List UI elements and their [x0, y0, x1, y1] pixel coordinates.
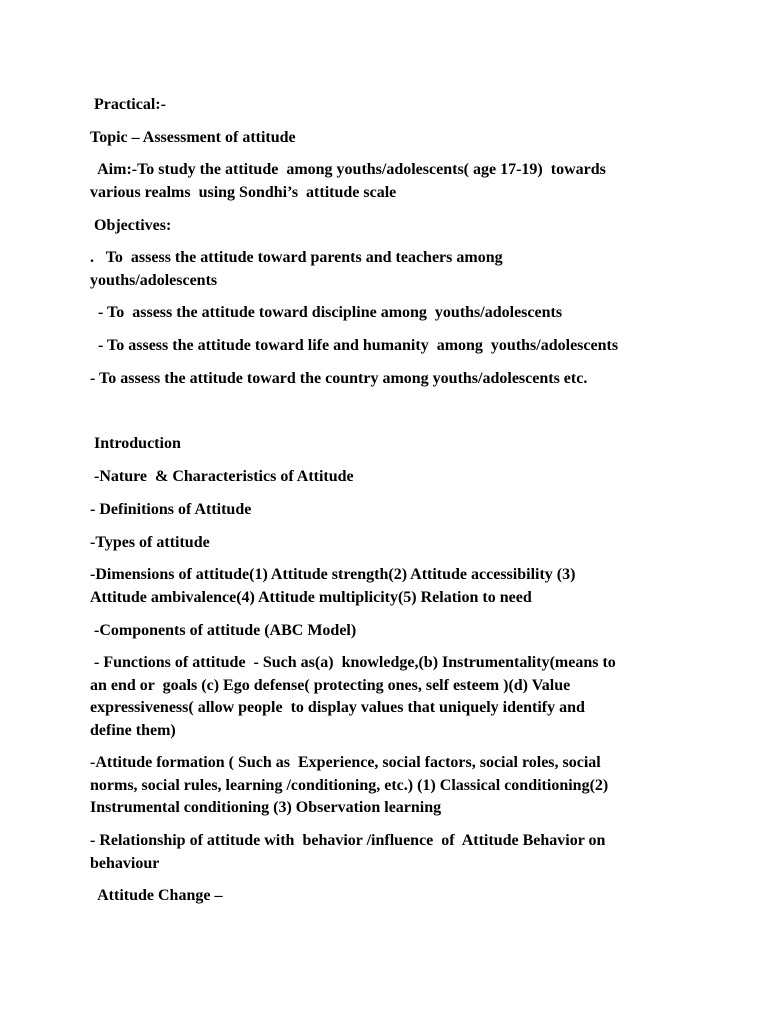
- functions-line-1: - Functions of attitude - Such as(a) knowledge,(b) Instrumentality(means to: [90, 654, 616, 671]
- formation-line-1: -Attitude formation ( Such as Experience, social factors, social roles, social: [90, 754, 601, 771]
- attitude-change-heading: Attitude Change –: [90, 887, 223, 904]
- objective-1-line-2: youths/adolescents: [90, 271, 218, 289]
- formation-line-3: Instrumental conditioning (3) Observation learning: [90, 799, 442, 816]
- topic-line: Topic – Assessment of attitude: [90, 129, 296, 146]
- intro-nature: -Nature & Characteristics of Attitude: [90, 468, 354, 485]
- functions-line-4: define them): [90, 721, 176, 739]
- objective-1: [90, 247, 680, 292]
- components-line: -Components of attitude (ABC Model): [90, 622, 357, 639]
- intro-types: -Types of attitude: [90, 534, 210, 551]
- formation-paragraph: [90, 752, 680, 820]
- relationship-paragraph: [90, 830, 680, 875]
- dimensions-paragraph: [90, 564, 680, 609]
- objectives-heading: Objectives:: [90, 217, 172, 234]
- intro-definitions: - Definitions of Attitude: [90, 501, 252, 518]
- dimensions-line-2: Attitude ambivalence(4) Attitude multiplicity(5) Relation to need: [90, 588, 532, 606]
- dimensions-line-1: -Dimensions of attitude(1) Attitude strength(2) Attitude accessibility (3): [90, 566, 576, 583]
- aim-line-1: Aim:-To study the attitude among youths/adolescents( age 17-19) towards: [90, 161, 606, 178]
- objective-1-line-1: . To assess the attitude toward parents and teachers among: [90, 249, 503, 266]
- objective-3: - To assess the attitude toward life and humanity among youths/adolescents: [90, 337, 619, 354]
- aim-paragraph: [90, 159, 680, 204]
- functions-line-2: an end or goals (c) Ego defense( protecting ones, self esteem )(d) Value: [90, 676, 571, 694]
- functions-line-3: expressiveness( allow people to display values that uniquely identify and: [90, 699, 585, 716]
- objective-4: - To assess the attitude toward the country among youths/adolescents etc.: [90, 370, 588, 387]
- relationship-line-1: - Relationship of attitude with behavior /influence of Attitude Behavior on: [90, 832, 606, 849]
- relationship-line-2: behaviour: [90, 854, 160, 872]
- aim-line-2: various realms using Sondhi’s attitude scale: [90, 183, 397, 201]
- formation-line-2: norms, social rules, learning /conditioning, etc.) (1) Classical conditioning(2): [90, 776, 609, 794]
- functions-paragraph: [90, 652, 680, 742]
- objective-2: - To assess the attitude toward discipline among youths/adolescents: [90, 304, 563, 321]
- practical-heading: Practical:-: [90, 96, 166, 113]
- introduction-heading: Introduction: [90, 435, 181, 452]
